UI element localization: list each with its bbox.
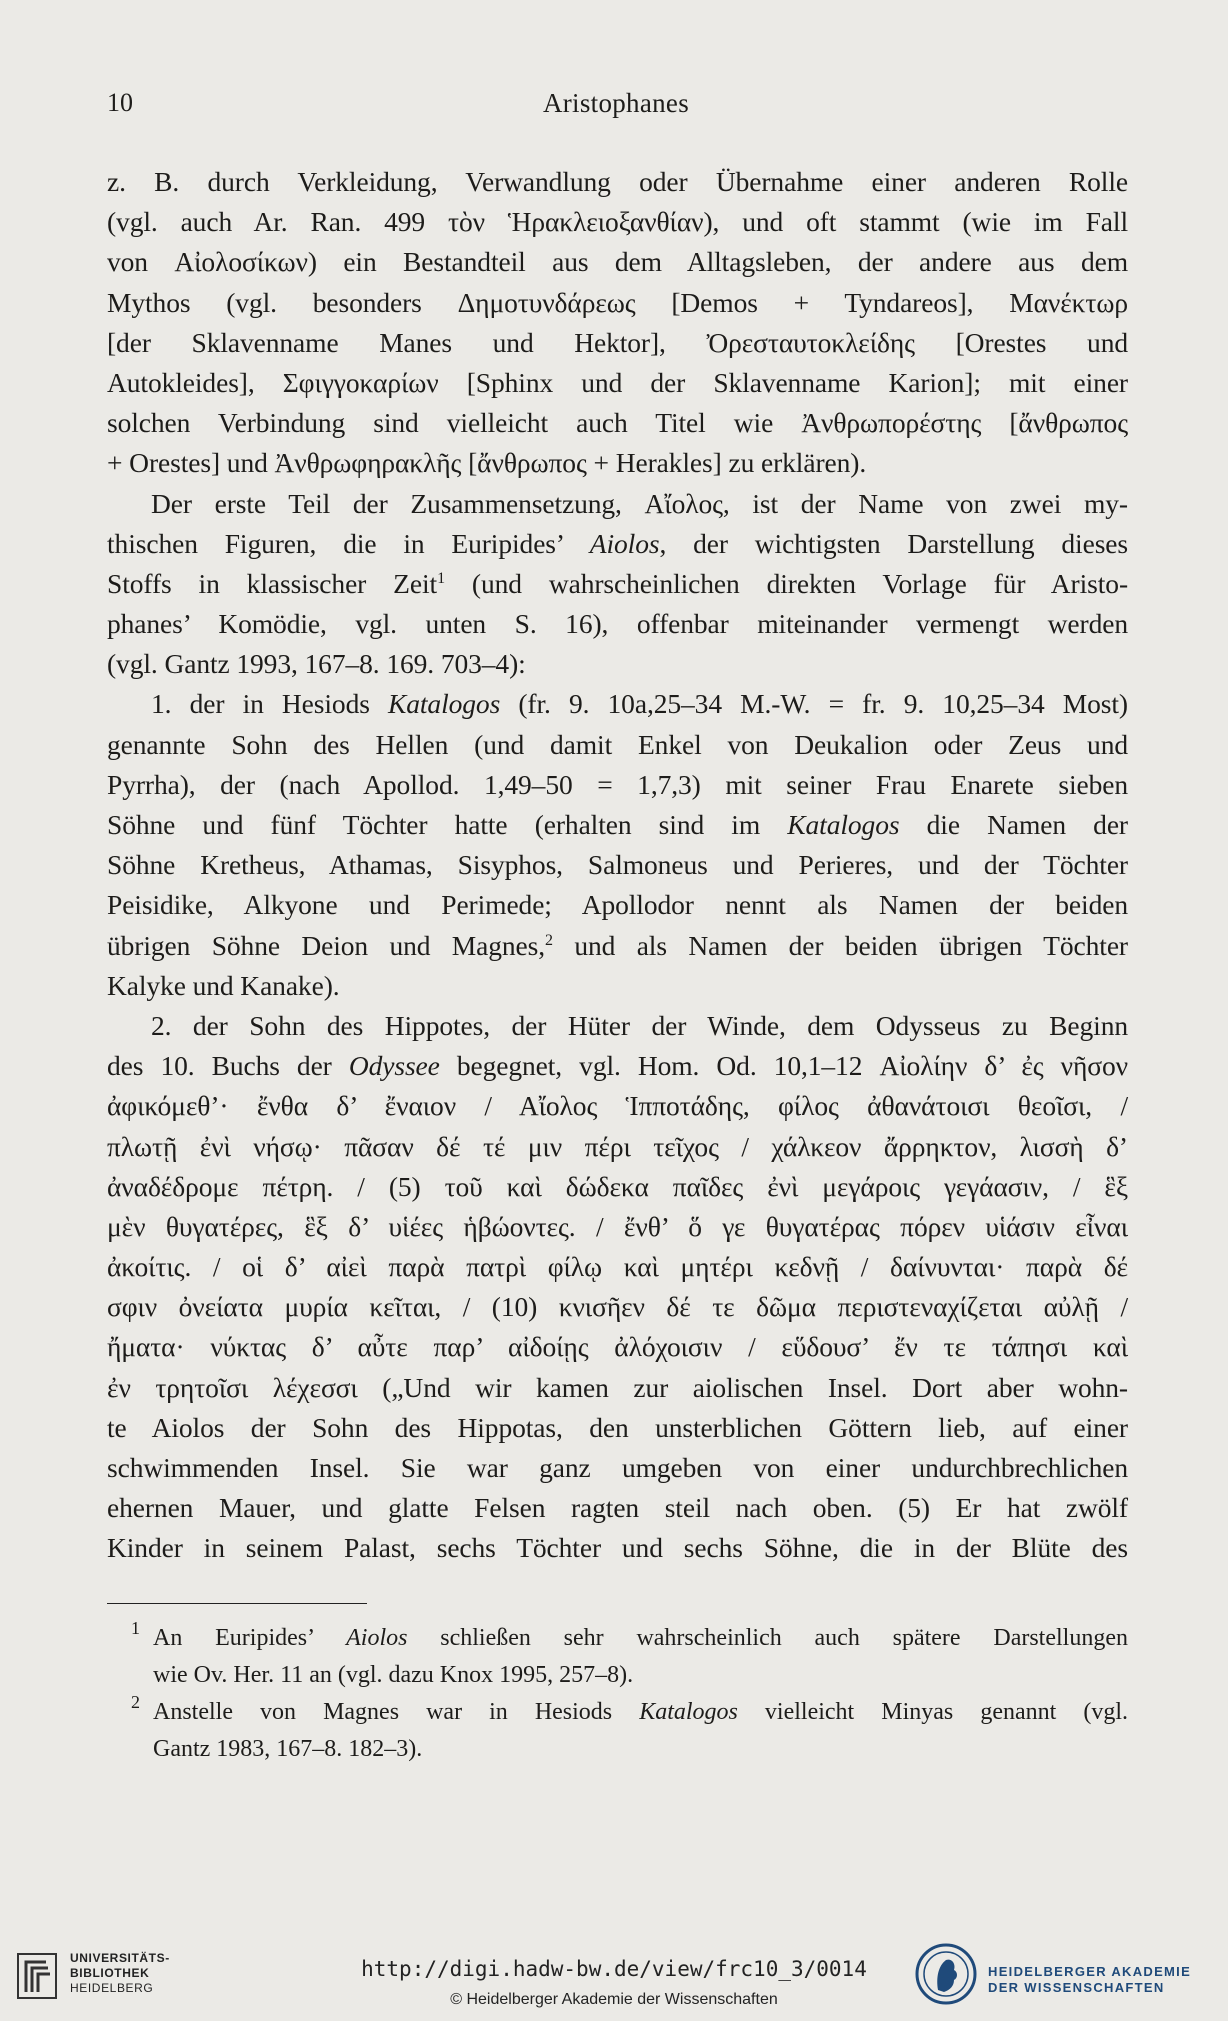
text-line [107,1408,1128,1448]
text-run: An Euripides’ [153,1625,347,1651]
text-line [107,443,1128,483]
text-run: μὲν θυγατέρες, ἓξ δ’ υἱέες ἡβώοντες. / ἔνθ’ ὅ γε θυγατέρας πόρεν υἱάσιν εἶναι [107,1210,1128,1242]
text-run: phanes’ Komödie, vgl. unten S. 16), offenbar miteinander vermengt werden [107,608,1128,640]
text-line [107,1368,1128,1408]
footnote-reference: 1 [437,569,445,587]
italic-title: Katalogos [388,688,501,720]
text-run: te Aiolos der Sohn des Hippotas, den unsterblichen Göttern lieb, auf einer [107,1411,1128,1443]
academy-logo [914,1942,1214,2008]
italic-title: Odyssee [348,1050,440,1082]
footnote [107,1620,1128,1694]
text-run: ἀναδέδρομε πέτρη. / (5) τοῦ καὶ δώδεκα παῖδες ἐνὶ μεγάροις γεγάασιν, / ἓξ [107,1170,1128,1202]
text-line [107,725,1128,765]
text-run: des 10. Buchs der [107,1050,349,1082]
text-line [107,1327,1128,1367]
text-run: übrigen Söhne Deion und Magnes, [107,929,546,961]
text-run: Gantz 1983, 167–8. 182–3). [153,1736,423,1762]
footnote-rule [107,1603,367,1604]
text-line [107,1167,1128,1207]
footnote-reference: 2 [545,931,553,949]
text-line [107,564,1128,604]
text-line [107,926,1128,966]
text-run: Peisidike, Alkyone und Perimede; Apollodor nennt als Namen der beiden [107,889,1128,921]
text-line [107,403,1128,443]
text-run: Kinder in seinem Palast, sechs Töchter und sechs Söhne, die in der Blüte des [107,1532,1128,1564]
text-line [107,1247,1128,1287]
text-run: von Αἰολοσίκων) ein Bestandteil aus dem Alltagsleben, der andere aus dem [107,246,1128,278]
text-run: ehernen Mauer, und glatte Felsen ragten steil nach oben. (5) Er hat zwölf [107,1492,1128,1524]
text-run: ἀκοίτις. / οἱ δ’ αἰεὶ παρὰ πατρὶ φίλῳ καὶ μητέρι κεδνῇ / δαίνυνται· παρὰ δέ [107,1251,1128,1283]
text-line [107,604,1128,644]
text-line [107,242,1128,282]
text-run: Anstelle von Magnes war in Hesiods [153,1699,640,1725]
text-run: Söhne und fünf Töchter hatte (erhalten sind im [107,809,788,840]
main-text [107,162,1128,1569]
footnote [107,1694,1128,1768]
text-line [107,1006,1128,1046]
text-run: Autokleides], Σφιγγοκαρίων [Sphinx und der Sklavenname Karion]; mit einer [107,366,1128,398]
text-run: z. B. durch Verkleidung, Verwandlung oder Übernahme einer anderen Rolle [107,166,1128,197]
text-line [107,202,1128,242]
academy-name-line1: HEIDELBERGER AKADEMIE [988,1964,1192,1979]
text-line [107,885,1128,925]
running-header [107,88,1125,128]
text-line [107,484,1128,524]
page-number: 10 [107,88,133,117]
text-run: vielleicht Minyas genannt (vgl. [737,1699,1128,1725]
text-line [107,1127,1128,1167]
text-run: + Orestes] und Ἀνθρωφηρακλῆς [ἄνθρωπος + Herakles] zu erklären). [107,447,867,479]
text-run: genannte Sohn des Hellen (und damit Enkel von Deukalion oder Zeus und [107,728,1128,760]
text-run: (fr. 9. 10a,25–34 M.-W. = fr. 9. 10,25–34 Most) [500,688,1128,720]
copyright-notice: © Heidelberger Akademie der Wissenschaften [450,1991,778,2008]
text-line [107,323,1128,363]
text-line [107,684,1128,724]
text-line [107,966,1128,1006]
text-run: ἀφικόμεθ’· ἔνθα δ’ ἔναιον / Αἴολος Ἱπποτάδης, φίλος ἀθανάτοισι θεοῖσι, / [107,1090,1128,1122]
text-run: [der Sklavenname Manes und Hektor], Ὀρεσταυτοκλείδης [Orestes und [107,326,1128,358]
text-run: Mythos (vgl. besonders Δημοτυνδάρεως [Demos + Tyndareos], Μανέκτωρ [107,286,1128,318]
footnote-line [153,1657,1128,1694]
academy-emblem-icon [914,1942,978,2006]
text-line [107,1488,1128,1528]
text-line [107,1207,1128,1247]
page-footer [0,1928,1228,2021]
library-name-line3: HEIDELBERG [70,1981,154,1995]
text-line [107,524,1128,564]
text-run: die Namen der [899,809,1128,840]
text-run: 2. der Sohn des Hippotes, der Hüter der Winde, dem Odysseus zu Beginn [151,1009,1128,1041]
text-line [107,805,1128,845]
footnotes [107,1620,1128,1768]
text-line [107,644,1128,684]
text-run: schwimmenden Insel. Sie war ganz umgeben von einer undurchbrechlichen [107,1452,1128,1483]
text-run: Der erste Teil der Zusammensetzung, Αἴολος, ist der Name von zwei my- [151,487,1128,519]
footnote-line [153,1694,1128,1731]
running-title: Aristophanes [542,88,690,118]
footnote-line [153,1731,1128,1768]
text-line [107,1528,1128,1568]
footnote-number: 1 [131,1618,140,1638]
text-run: schließen sehr wahrscheinlich auch spätere Darstellungen [407,1625,1128,1651]
text-run: 1. der in Hesiods [151,688,388,720]
library-name-line2: BIBLIOTHEK [70,1966,150,1980]
text-line [107,1046,1128,1086]
text-run: Pyrrha), der (nach Apollod. 1,49–50 = 1,7,3) mit seiner Frau Enarete sieben [107,768,1128,800]
academy-name-line2: DER WISSENSCHAFTEN [988,1980,1165,1995]
text-run: ἤματα· νύκτας δ’ αὖτε παρ’ αἰδοίῃς ἀλόχοισιν / εὕδουσ’ ἔν τε τάπησι καὶ [107,1331,1128,1363]
text-run: Kalyke und Kanake). [107,969,340,1001]
text-run: σφιν ὀνείατα μυρία κεῖται, / (10) κνισῆεν δέ τε δῶμα περιστεναχίζεται αὐλῇ / [107,1291,1128,1323]
text-run: Söhne Kretheus, Athamas, Sisyphos, Salmoneus und Perieres, und der Töchter [107,849,1128,881]
text-run: und als Namen der beiden übrigen Töchter [552,929,1128,961]
text-line [107,1086,1128,1126]
text-line [107,1448,1128,1488]
text-run: begegnet, vgl. Hom. Od. 10,1–12 Αἰολίην δ’ ἐς νῆσον [439,1050,1128,1082]
text-run: πλωτῇ ἐνὶ νήσῳ· πᾶσαν δέ τέ μιν πέρι τεῖχος / χάλκεον ἄρρηκτον, λισσὴ δ’ [107,1130,1128,1162]
footnote-number: 2 [131,1692,140,1712]
footnote-line [153,1620,1128,1657]
italic-title: Aiolos [589,527,660,559]
text-line [107,845,1128,885]
text-line [107,162,1128,202]
text-run: thischen Figuren, die in Euripides’ [107,527,590,559]
text-line [107,363,1128,403]
permalink-url[interactable]: http://digi.hadw-bw.de/view/frc10_3/0014 [361,1957,867,1981]
text-line [107,283,1128,323]
text-line [107,765,1128,805]
text-run: (vgl. auch Ar. Ran. 499 τὸν Ἡρακλειοξανθίαν), und oft stammt (wie im Fall [107,206,1128,238]
italic-title: Katalogos [639,1699,738,1725]
italic-title: Katalogos [787,809,900,840]
text-run: (vgl. Gantz 1993, 167–8. 169. 703–4): [107,648,526,680]
text-run: Stoffs in klassischer Zeit [107,567,438,599]
italic-title: Aiolos [346,1625,408,1651]
text-run: (und wahrscheinlichen direkten Vorlage für Aristo- [444,567,1128,599]
text-run: wie Ov. Her. 11 an (vgl. dazu Knox 1995, 257–8). [153,1662,634,1688]
library-name-line1: UNIVERSITÄTS- [70,1951,170,1965]
text-run: solchen Verbindung sind vielleicht auch Titel wie Ἀνθρωπορέστης [ἄνθρωπος [107,407,1128,439]
text-run: , der wichtigsten Darstellung dieses [659,527,1128,559]
text-line [107,1287,1128,1327]
text-run: ἐν τρητοῖσι λέχεσσι („Und wir kamen zur aiolischen Insel. Dort aber wohn- [107,1371,1128,1403]
